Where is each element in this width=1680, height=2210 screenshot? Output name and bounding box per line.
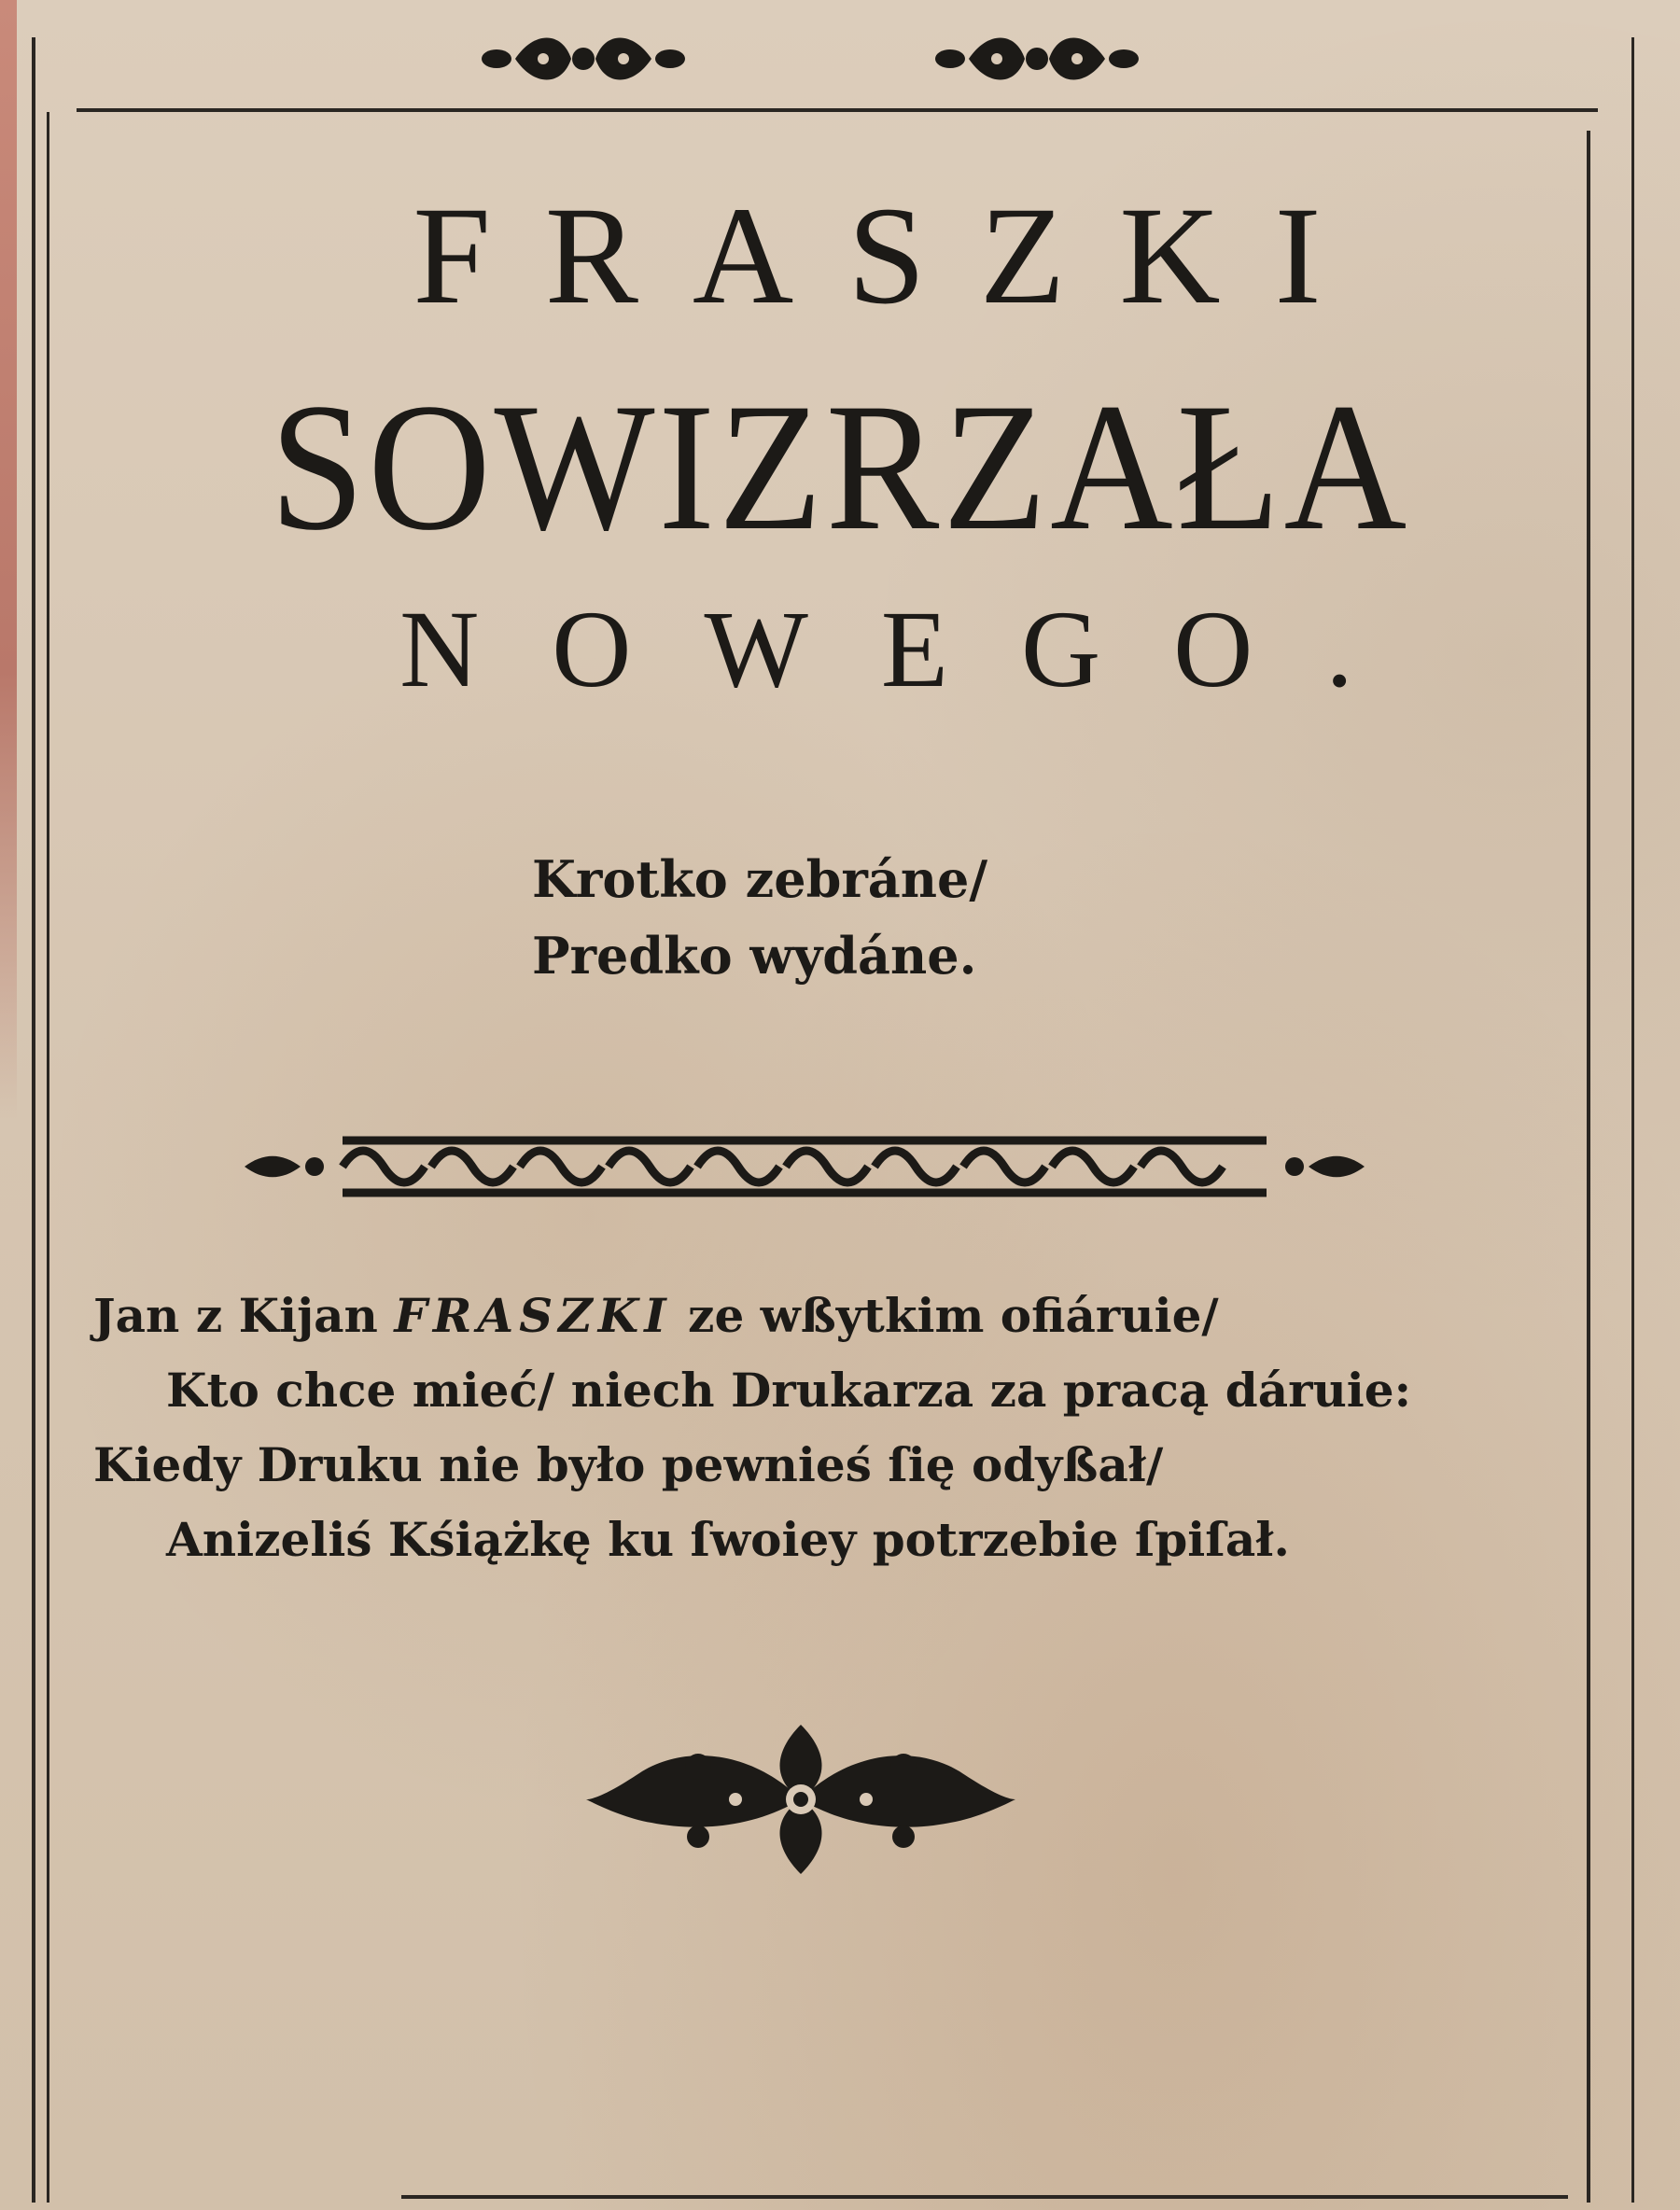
- frame-left-line-inner: [47, 112, 49, 2203]
- verse-line-1: [93, 1288, 1219, 1343]
- bottom-fleuron-ornament: [586, 1715, 1015, 1883]
- verse-line-1-start: Jan z Kijan: [93, 1288, 395, 1343]
- frame-bottom-line: [401, 2195, 1568, 2199]
- verse-line-3: Kiedy Druku nie było pewnieś ſię odyßał/: [93, 1437, 1164, 1492]
- title-line-3: NOWEGO.: [399, 588, 1426, 710]
- verse-line-1-end: ze wßytkim ofiáruie/: [671, 1288, 1219, 1343]
- title-line-1: FRASZKI: [413, 178, 1376, 333]
- subtitle-line-1: Krotko zebráne/: [532, 849, 988, 909]
- verse-line-4: Anizeliś Kśiążkę ku ſwoiey potrzebie ſpiſał.: [166, 1512, 1290, 1567]
- book-spine-edge: [0, 0, 17, 1120]
- title-line-2: SOWIZRZAŁA: [270, 366, 1410, 568]
- subtitle-line-2: Predko wydáne.: [532, 926, 977, 986]
- top-ornament-right: [931, 26, 1142, 91]
- frame-left-line-outer: [32, 37, 35, 2203]
- frame-top-line: [77, 108, 1598, 112]
- frame-right-line-outer: [1631, 37, 1634, 2203]
- verse-fraszki-word: FRASZKI: [394, 1288, 672, 1343]
- middle-ornament-band: [245, 1120, 1365, 1213]
- verse-line-2: Kto chce mieć/ niech Drukarza za pracą dáruie:: [166, 1363, 1412, 1418]
- top-ornament-left: [478, 26, 689, 91]
